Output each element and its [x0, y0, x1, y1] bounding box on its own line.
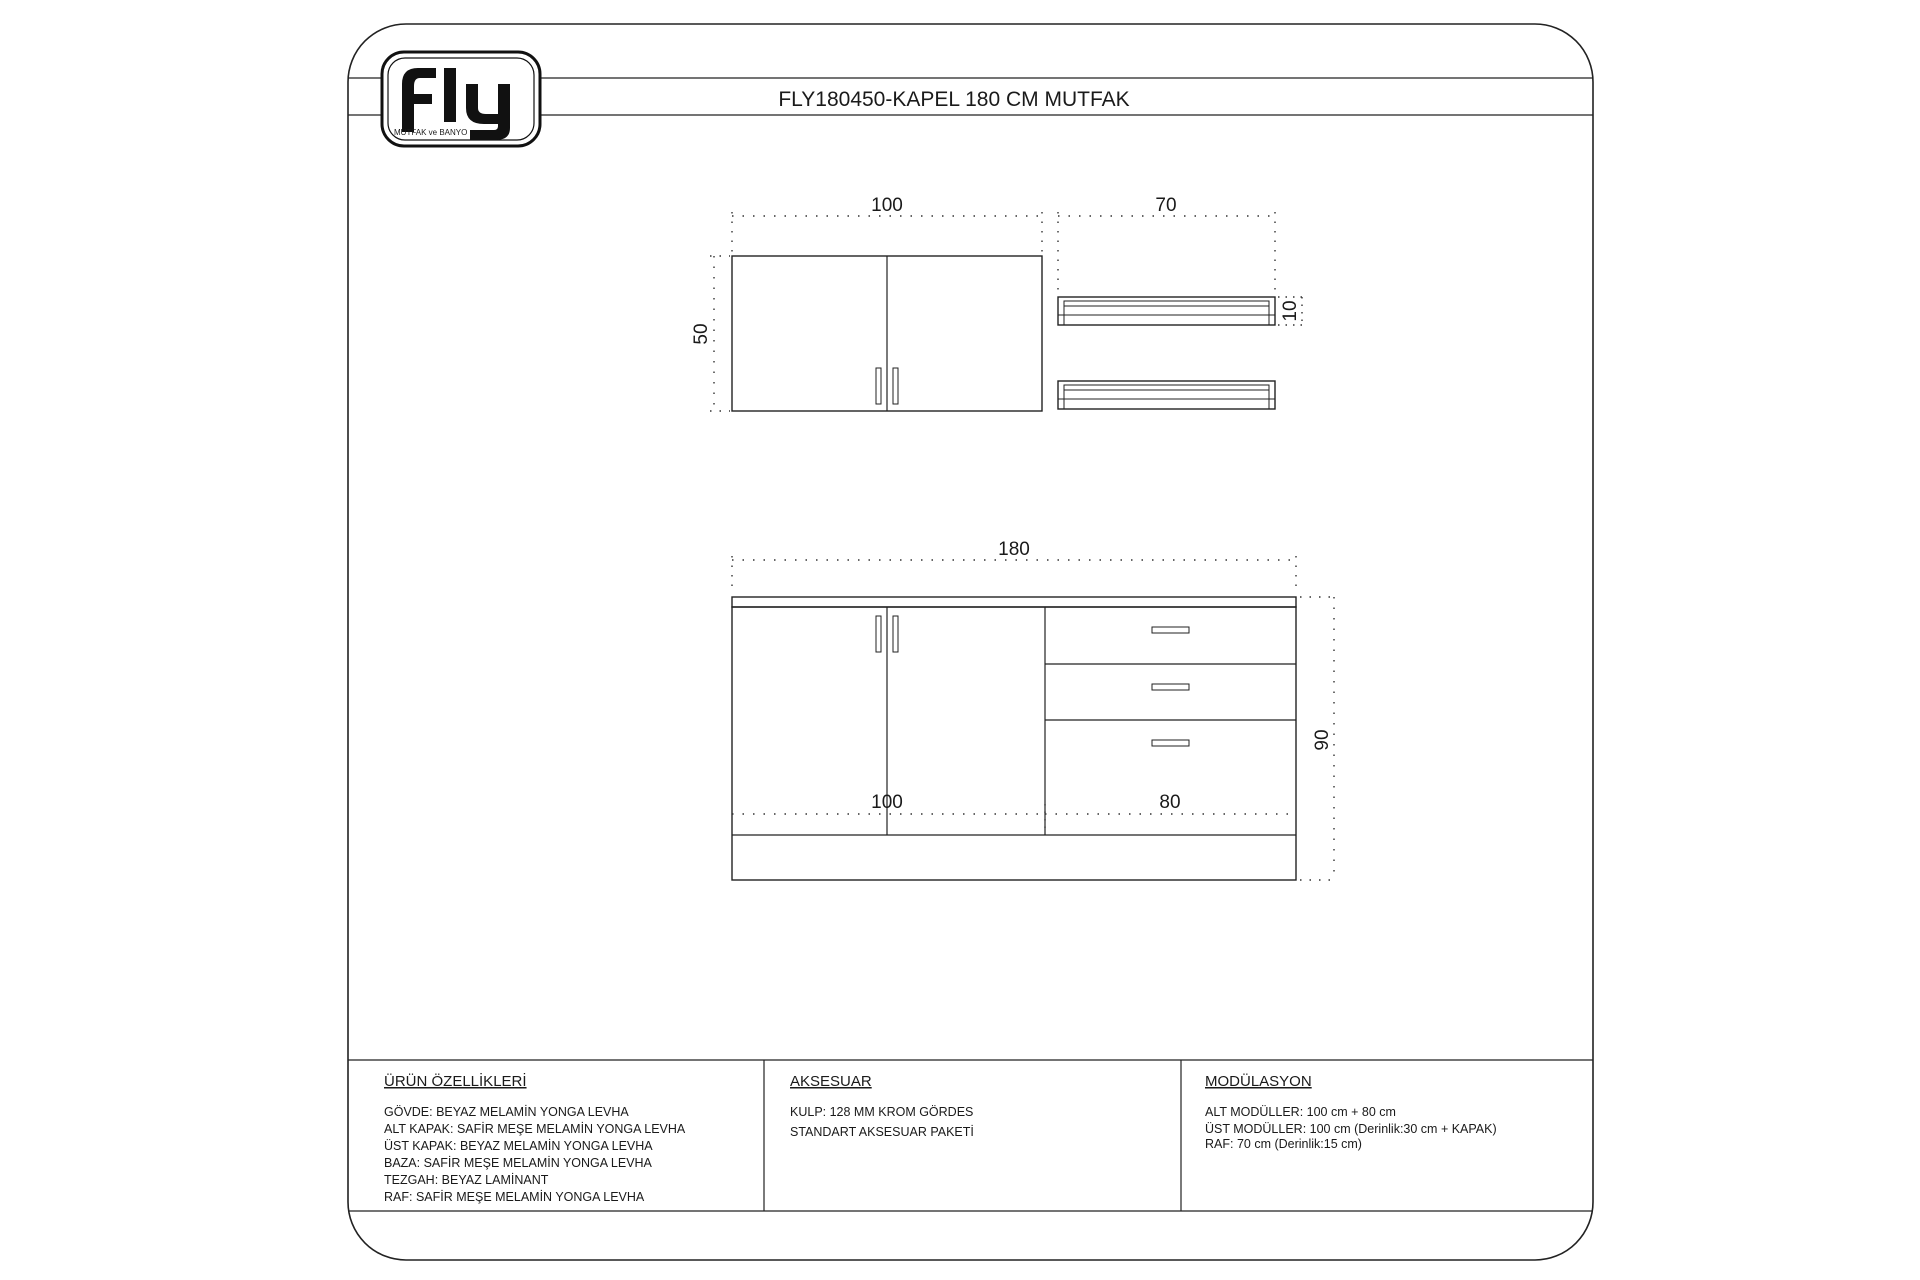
base-module-dimensions [732, 792, 1296, 830]
upper-left-handle [876, 368, 881, 404]
countertop [732, 597, 1296, 607]
drawer-3-handle [1152, 740, 1189, 746]
base-total-width-dimension [732, 539, 1296, 594]
shelf-bottom [1058, 381, 1275, 409]
shelf-top [1058, 297, 1275, 325]
base-height-dimension [1300, 597, 1338, 880]
svg-text:70: 70 [1155, 195, 1177, 216]
spec-line: ALT KAPAK: SAFİR MEŞE MELAMİN YONGA LEVHA [384, 1122, 686, 1136]
svg-text:100: 100 [871, 195, 903, 216]
drawing-title: FLY180450-KAPEL 180 CM MUTFAK [778, 88, 1130, 111]
section-title: MODÜLASYON [1205, 1073, 1312, 1090]
shelf-width-dimension [1058, 195, 1275, 292]
spec-line: STANDART AKSESUAR PAKETİ [790, 1125, 974, 1139]
drawer-1-handle [1152, 627, 1189, 633]
spec-line: ÜST MODÜLLER: 100 cm (Derinlik:30 cm + KAPAK) [1205, 1122, 1497, 1136]
svg-text:180: 180 [998, 539, 1030, 560]
spec-section-aksesuar [790, 1073, 974, 1139]
upper-height-dimension [691, 256, 730, 411]
spec-line: ALT MODÜLLER: 100 cm + 80 cm [1205, 1105, 1396, 1119]
upper-width-dimension [732, 195, 1042, 252]
svg-text:10: 10 [1280, 300, 1301, 322]
upper-cabinet [732, 256, 1042, 411]
fly-logo [382, 52, 540, 146]
spec-line: KULP: 128 MM KROM GÖRDES [790, 1105, 974, 1119]
spec-line: RAF: SAFİR MEŞE MELAMİN YONGA LEVHA [384, 1190, 645, 1204]
title-block [348, 52, 1593, 146]
spec-line: RAF: 70 cm (Derinlik:15 cm) [1205, 1137, 1362, 1151]
sheet-frame [348, 24, 1593, 1260]
base-unit [732, 597, 1296, 880]
logo-subtitle: MUTFAK ve BANYO [394, 128, 468, 137]
base-right-handle [893, 616, 898, 652]
left-module-width: 100 [871, 792, 903, 813]
spec-line: GÖVDE: BEYAZ MELAMİN YONGA LEVHA [384, 1105, 629, 1119]
right-module-width: 80 [1159, 792, 1181, 813]
svg-text:50: 50 [691, 323, 712, 345]
spec-line: BAZA: SAFİR MEŞE MELAMİN YONGA LEVHA [384, 1156, 652, 1170]
drawer-2-handle [1152, 684, 1189, 690]
base-left-handle [876, 616, 881, 652]
spec-line: ÜST KAPAK: BEYAZ MELAMİN YONGA LEVHA [384, 1139, 653, 1153]
upper-right-handle [893, 368, 898, 404]
spec-section-modulasyon [1205, 1072, 1497, 1151]
shelf-height-dimension [1278, 297, 1306, 325]
svg-text:90: 90 [1312, 729, 1333, 751]
section-title: ÜRÜN ÖZELLİKLERİ [384, 1073, 527, 1090]
section-title: AKSESUAR [790, 1073, 872, 1090]
spec-line: TEZGAH: BEYAZ LAMİNANT [384, 1173, 549, 1187]
spec-section-urun-ozellikleri [384, 1072, 686, 1204]
